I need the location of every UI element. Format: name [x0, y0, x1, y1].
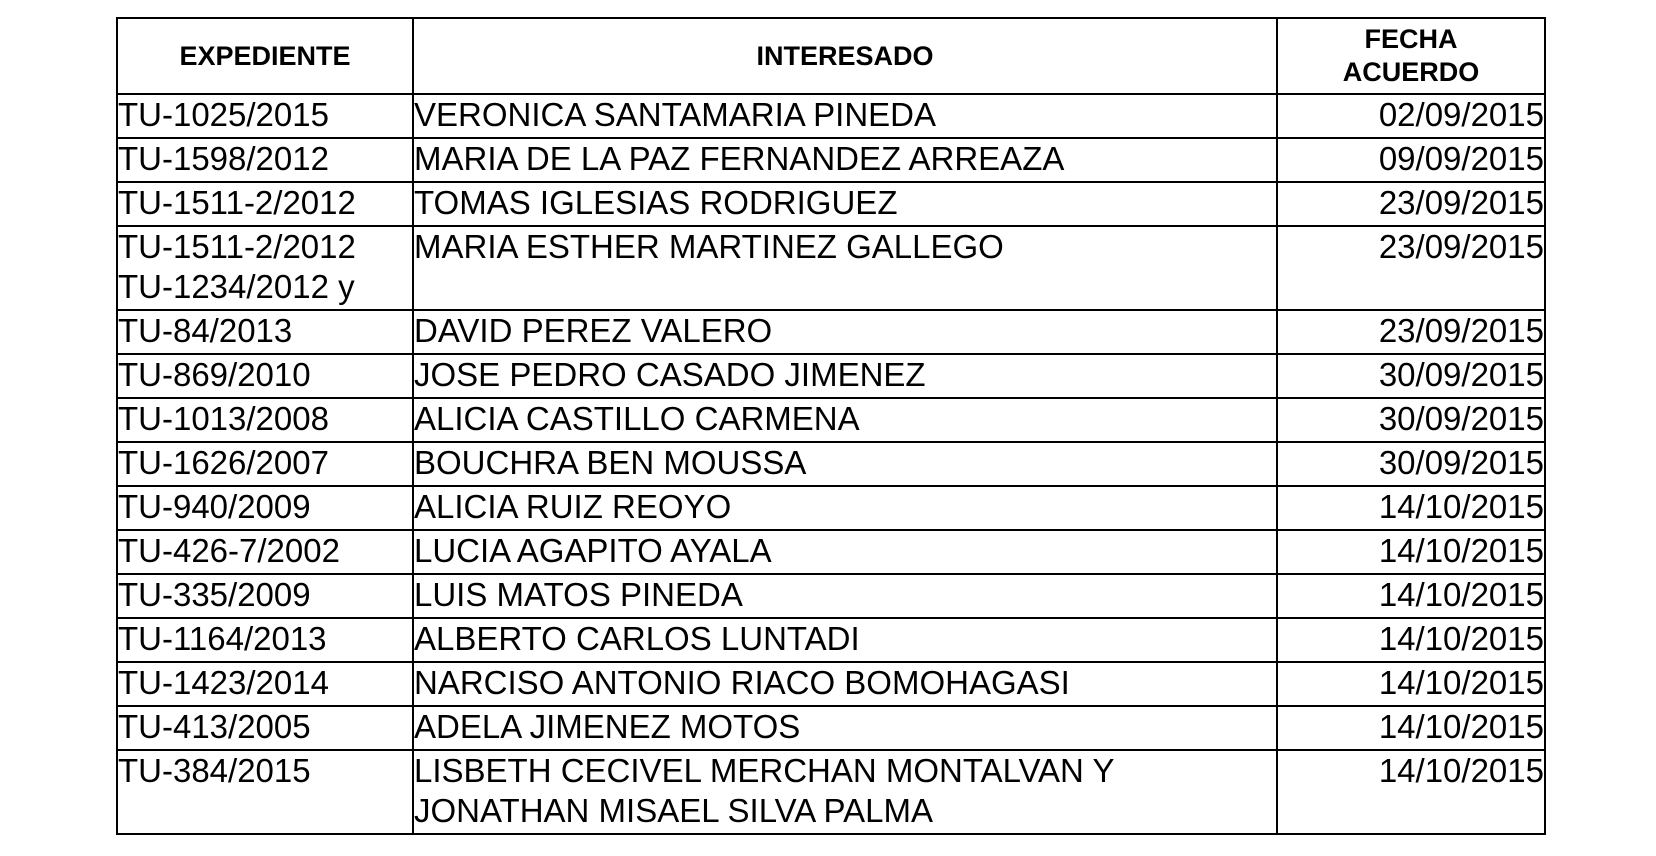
- expediente-text: TU-869/2010: [118, 356, 311, 393]
- cell-interesado: [413, 138, 1277, 182]
- expediente-text: TU-1598/2012: [118, 140, 329, 177]
- cell-fecha-acuerdo: 14/10/2015: [1277, 706, 1545, 750]
- header-expediente: EXPEDIENTE: [117, 18, 413, 94]
- cell-interesado: [413, 354, 1277, 398]
- interesado-text: TOMAS IGLESIAS RODRIGUEZ: [414, 184, 898, 221]
- expediente-text: TU-1423/2014: [118, 664, 329, 701]
- table-row: [117, 226, 1545, 310]
- expediente-text: TU-1511-2/2012: [118, 184, 356, 221]
- header-fecha-acuerdo: [1277, 18, 1545, 94]
- cell-interesado: [413, 662, 1277, 706]
- table-row: [117, 182, 1545, 226]
- expediente-text: TU-1511-2/2012: [118, 228, 356, 265]
- interesado-text: JONATHAN MISAEL SILVA PALMA: [414, 792, 933, 829]
- cell-fecha-acuerdo: 14/10/2015: [1277, 750, 1545, 834]
- interesado-text: ALBERTO CARLOS LUNTADI: [414, 620, 860, 657]
- cell-fecha-acuerdo: 14/10/2015: [1277, 486, 1545, 530]
- cell-expediente: [117, 398, 413, 442]
- expediente-text: TU-1025/2015: [118, 96, 329, 133]
- interesado-text: LUIS MATOS PINEDA: [414, 576, 743, 613]
- expediente-text: TU-426-7/2002: [118, 532, 340, 569]
- interesado-text: MARIA DE LA PAZ FERNANDEZ ARREAZA: [414, 140, 1065, 177]
- cell-interesado: [413, 574, 1277, 618]
- cell-fecha-acuerdo: 14/10/2015: [1277, 574, 1545, 618]
- cell-fecha-acuerdo: 14/10/2015: [1277, 662, 1545, 706]
- cell-expediente: [117, 138, 413, 182]
- cell-fecha-acuerdo: 14/10/2015: [1277, 530, 1545, 574]
- cell-interesado: [413, 226, 1277, 310]
- header-fecha-line1: FECHA: [1364, 24, 1458, 54]
- cell-expediente: [117, 486, 413, 530]
- cell-expediente: [117, 618, 413, 662]
- table-row: [117, 750, 1545, 834]
- interesado-text: DAVID PEREZ VALERO: [414, 312, 773, 349]
- cell-expediente: [117, 442, 413, 486]
- interesado-text: ADELA JIMENEZ MOTOS: [414, 708, 801, 745]
- expediente-text: TU-1164/2013: [118, 620, 327, 657]
- cell-interesado: [413, 94, 1277, 138]
- table-row: [117, 354, 1545, 398]
- cell-fecha-acuerdo: 30/09/2015: [1277, 354, 1545, 398]
- interesado-text: ALICIA RUIZ REOYO: [414, 488, 732, 525]
- table-row: [117, 486, 1545, 530]
- interesado-text: ALICIA CASTILLO CARMENA: [414, 400, 860, 437]
- table-row: [117, 138, 1545, 182]
- table-row: [117, 574, 1545, 618]
- cell-interesado: [413, 182, 1277, 226]
- cell-fecha-acuerdo: 23/09/2015: [1277, 310, 1545, 354]
- interesado-text: MARIA ESTHER MARTINEZ GALLEGO: [414, 228, 1004, 265]
- table-header-row: [117, 18, 1545, 94]
- cell-expediente: [117, 750, 413, 834]
- expediente-text: TU-940/2009: [118, 488, 311, 525]
- table-body: [117, 94, 1545, 834]
- cell-interesado: [413, 618, 1277, 662]
- cell-interesado: [413, 398, 1277, 442]
- table-row: [117, 530, 1545, 574]
- table-row: [117, 310, 1545, 354]
- cell-expediente: [117, 310, 413, 354]
- interesado-text: JOSE PEDRO CASADO JIMENEZ: [414, 356, 926, 393]
- cell-expediente: [117, 706, 413, 750]
- table-row: [117, 662, 1545, 706]
- cell-interesado: [413, 442, 1277, 486]
- table-row: [117, 442, 1545, 486]
- cell-interesado: [413, 706, 1277, 750]
- cell-interesado: [413, 530, 1277, 574]
- cell-expediente: [117, 182, 413, 226]
- expediente-text: TU-1626/2007: [118, 444, 329, 481]
- cell-expediente: [117, 226, 413, 310]
- cell-expediente: [117, 530, 413, 574]
- expediente-text: TU-335/2009: [118, 576, 311, 613]
- cell-expediente: [117, 94, 413, 138]
- interesado-text: BOUCHRA BEN MOUSSA: [414, 444, 807, 481]
- table-row: [117, 398, 1545, 442]
- cell-fecha-acuerdo: 14/10/2015: [1277, 618, 1545, 662]
- expediente-text: TU-413/2005: [118, 708, 311, 745]
- header-fecha-line2: ACUERDO: [1342, 57, 1480, 87]
- cell-interesado: [413, 750, 1277, 834]
- table-row: [117, 94, 1545, 138]
- expediente-text: TU-1013/2008: [118, 400, 329, 437]
- expediente-text: TU-84/2013: [118, 312, 293, 349]
- table-row: [117, 618, 1545, 662]
- cell-expediente: [117, 574, 413, 618]
- cell-interesado: [413, 486, 1277, 530]
- cell-fecha-acuerdo: 02/09/2015: [1277, 94, 1545, 138]
- cell-expediente: [117, 354, 413, 398]
- acuerdos-table: [116, 17, 1546, 835]
- cell-interesado: [413, 310, 1277, 354]
- cell-expediente: [117, 662, 413, 706]
- cell-fecha-acuerdo: 30/09/2015: [1277, 398, 1545, 442]
- table-row: [117, 706, 1545, 750]
- interesado-text: VERONICA SANTAMARIA PINEDA: [414, 96, 937, 133]
- expediente-text: TU-1234/2012 y: [118, 268, 355, 305]
- cell-fecha-acuerdo: 23/09/2015: [1277, 182, 1545, 226]
- header-interesado: INTERESADO: [413, 18, 1277, 94]
- cell-fecha-acuerdo: 30/09/2015: [1277, 442, 1545, 486]
- interesado-text: NARCISO ANTONIO RIACO BOMOHAGASI: [414, 664, 1070, 701]
- expediente-text: TU-384/2015: [118, 752, 311, 789]
- interesado-text: LISBETH CECIVEL MERCHAN MONTALVAN Y: [414, 752, 1115, 789]
- cell-fecha-acuerdo: 09/09/2015: [1277, 138, 1545, 182]
- cell-fecha-acuerdo: 23/09/2015: [1277, 226, 1545, 310]
- interesado-text: LUCIA AGAPITO AYALA: [414, 532, 772, 569]
